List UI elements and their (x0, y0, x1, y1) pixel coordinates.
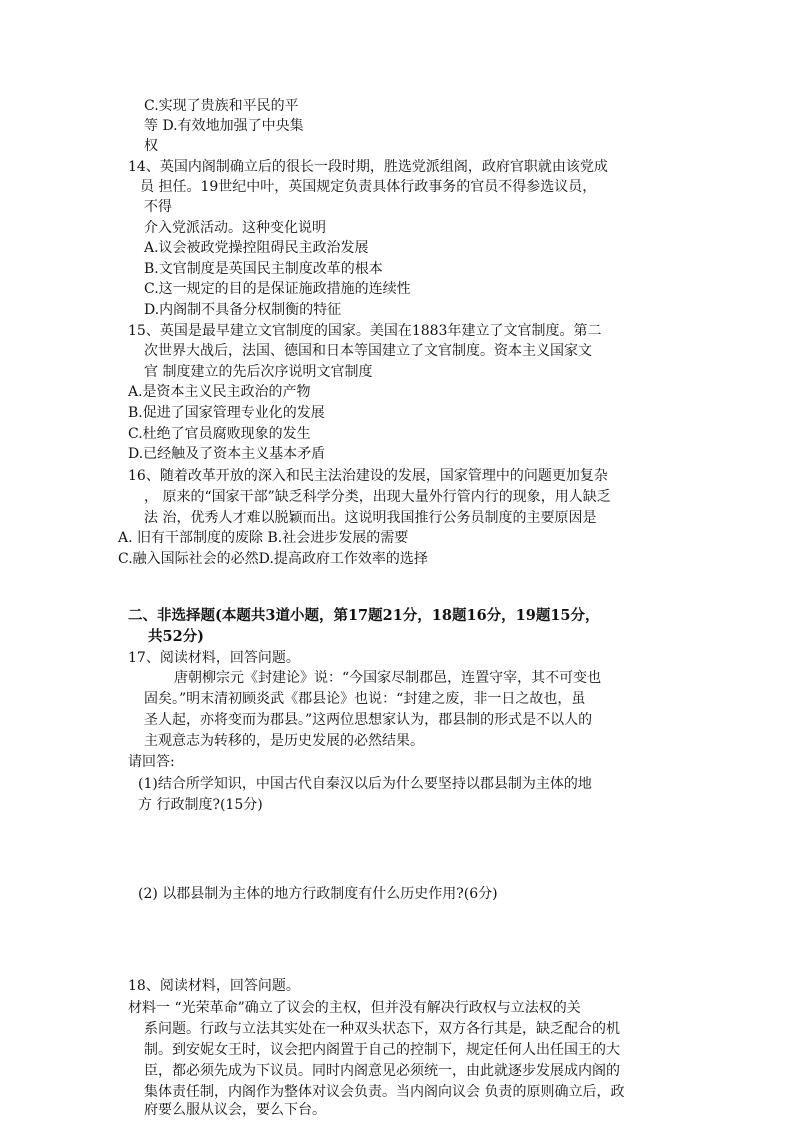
q17-material-line1: 唐朝柳宗元《封建论》说：“今国家尽制郡邑，连置守宰，其不可变也 (174, 670, 602, 686)
q14-stem-line4: 介入党派活动。这种变化说明 (144, 220, 326, 236)
section-two-heading: 二、非选择题(本题共3道小题，第17题21分，18题16分，19题15分， (128, 607, 600, 624)
q16-stem-line1: 16、随着改革开放的深入和民主法治建设的发展，国家管理中的问题更加复杂 (128, 468, 608, 484)
q16-options-ab: A. 旧有干部制度的废除 B.社会进步发展的需要 (118, 530, 409, 546)
q15-option-a: A.是资本主义民主政治的产物 (128, 384, 311, 400)
q14-stem-line1: 14、英国内阁制确立后的很长一段时期，胜选党派组阁，政府官职就由该党成 (128, 159, 608, 175)
q13-option-c-line1: C.实现了贵族和平民的平 (144, 98, 299, 114)
q14-stem-line2: 员 担任。19世纪中叶，英国规定负责具体行政事务的官员不得参选议员， (140, 179, 597, 195)
q17-material-line4: 主观意志为转移的，是历史发展的必然结果。 (144, 733, 424, 749)
q18-material-line1: 材料一 “光荣革命”确立了议会的主权，但并没有解决行政权与立法权的关 (128, 1000, 581, 1016)
q15-option-c: C.杜绝了官员腐败现象的发生 (128, 426, 311, 442)
q16-stem-line2: ， 原来的“国家干部”缺乏科学分类，出现大量外行管内行的现象，用人缺乏 (144, 489, 611, 505)
q15-stem-line3: 官 制度建立的先后次序说明文官制度 (144, 364, 373, 380)
q17-sub1-line1: (1)结合所学知识，中国古代自秦汉以后为什么要坚持以郡县制为主体的地 (138, 776, 592, 792)
q18-prompt: 18、阅读材料，回答问题。 (128, 978, 300, 994)
q14-option-d: D.内阁制不具备分权制衡的特征 (144, 302, 342, 318)
q18-material-line3: 制。到安妮女王时，议会把内阁置于自己的控制下，规定任何人出任国王的大 (144, 1042, 620, 1058)
q17-prompt: 17、阅读材料，回答问题。 (128, 650, 300, 666)
please-answer-label: 请回答: (128, 754, 175, 770)
q15-stem-line1: 15、英国是最早建立文官制度的国家。美国在1883年建立了文官制度。第二 (128, 323, 602, 339)
q13-option-c-d-line2: 等 D.有效地加强了中央集 (144, 118, 304, 134)
q15-stem-line2: 次世界大战后，法国、德国和日本等国建立了文官制度。资本主义国家文 (144, 343, 592, 359)
q13-option-d-line3: 权 (144, 138, 158, 154)
q18-material-line4: 臣，都必须先成为下议员。同时内阁意见必须统一，由此就逐步发展成内阁的 (144, 1063, 620, 1079)
q17-sub2: (2) 以郡县制为主体的地方行政制度有什么历史作用?(6分) (138, 886, 498, 902)
q18-material-line5: 集体责任制，内阁作为整体对议会负责。当内阁向议会 负责的原则确立后，政 (144, 1084, 625, 1100)
q15-option-b: B.促进了国家管理专业化的发展 (128, 405, 325, 421)
q15-option-d: D.已经触及了资本主义基本矛盾 (128, 446, 326, 462)
q17-sub1-line2: 方 行政制度?(15分) (138, 797, 263, 813)
q17-material-line3: 圣人起，亦将变而为郡县。”这两位思想家认为，郡县制的形式是不以人的 (144, 712, 593, 728)
section-two-heading-cont: 共52分) (148, 628, 205, 645)
q16-stem-line3: 法 治，优秀人才难以脱颖而出。这说明我国推行公务员制度的主要原因是 (144, 510, 597, 526)
q14-option-c: C.这一规定的目的是保证施政措施的连续性 (144, 281, 411, 297)
q14-stem-line3: 不得 (144, 199, 172, 215)
q18-material-line6: 府要么服从议会，要么下台。 (144, 1102, 326, 1118)
q14-option-b: B.文官制度是英国民主制度改革的根本 (144, 261, 383, 277)
q14-option-a: A.议会被政党操控阻碍民主政治发展 (144, 240, 369, 256)
q18-material-line2: 系问题。行政与立法其实处在一种双头状态下，双方各行其是，缺乏配合的机 (144, 1021, 620, 1037)
q17-material-line2: 固矣。”明末清初顾炎武《郡县论》也说：“封建之废，非一日之故也，虽 (144, 691, 586, 707)
q16-options-cd: C.融入国际社会的必然D.提高政府工作效率的选择 (118, 551, 428, 567)
